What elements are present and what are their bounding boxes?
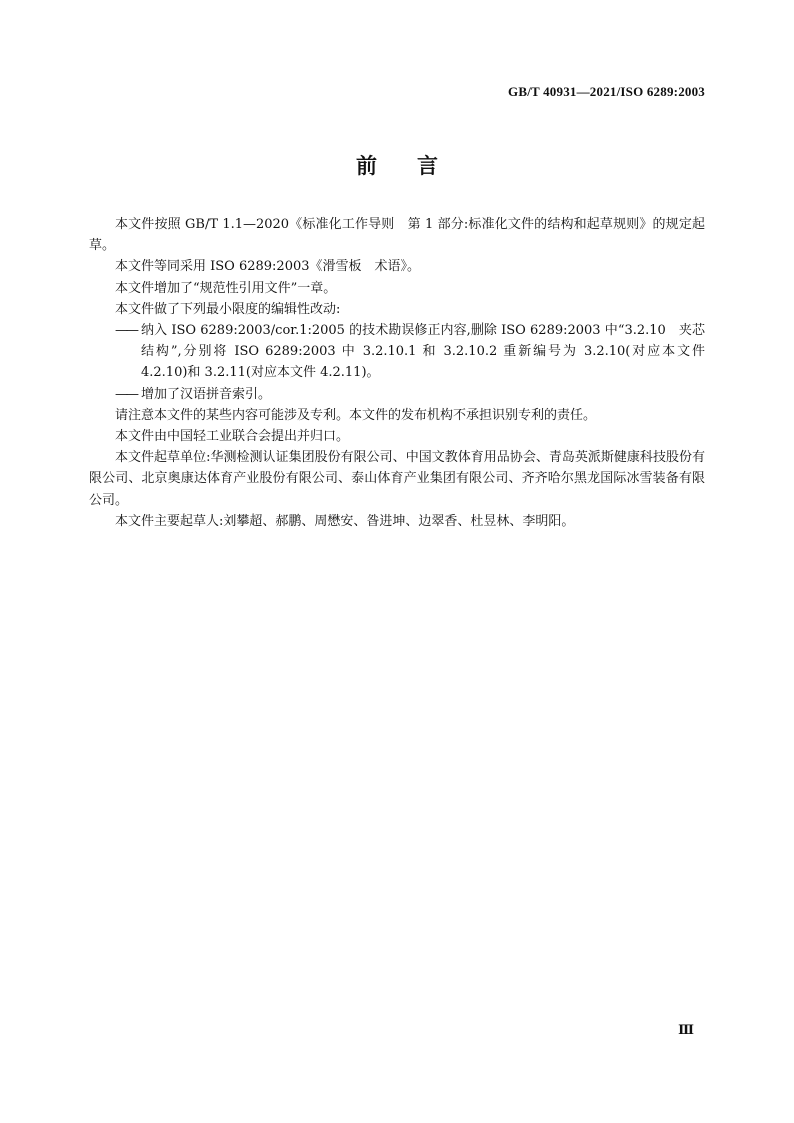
foreword-body (89, 214, 705, 532)
page-title (0, 150, 794, 180)
title-part-2: 言 (417, 154, 438, 178)
dash-marker: —— (115, 386, 137, 402)
list-item (89, 384, 705, 405)
paragraph-drafting-rules: 本文件按照 GB/T 1.1—2020《标准化工作导则 第 1 部分:标准化文件的结构和起草规则》的规定起草。 (89, 217, 705, 254)
page-number: Ⅲ (678, 1022, 694, 1037)
paragraph-editorial-changes: 本文件做了下列最小限度的编辑性改动: (115, 301, 341, 317)
paragraph-adoption: 本文件等同采用 ISO 6289:2003《滑雪板 术语》。 (115, 259, 421, 275)
paragraph-drafting-units: 本文件起草单位:华测检测认证集团股份有限公司、中国文教体育用品协会、青岛英派斯健康科技股份有限公司、北京奥康达体育产业股份有限公司、泰山体育产业集团有限公司、齐齐哈尔黑龙国际冰雪装备有限公司。 (89, 450, 705, 508)
list-item-text: 增加了汉语拼音索引。 (141, 386, 272, 402)
dash-marker: —— (115, 323, 137, 339)
list-item-text: 纳入 ISO 6289:2003/cor.1:2005 的技术勘误修正内容,删除 ISO 6289:2003 中“3.2.10 夹芯结构”,分别将 ISO 6289:2003 中 3.2.10.1 和 3.2.10.2 重新编号为 3.2.10(对应本文件 4.2.10)和 3.2.11(对应本文件 4.2.11)。 (141, 323, 705, 381)
list-item (89, 320, 705, 384)
paragraph-proposer: 本文件由中国轻工业联合会提出并归口。 (115, 429, 350, 445)
paragraph-added-chapter: 本文件增加了“规范性引用文件”一章。 (115, 280, 337, 296)
title-part-1: 前 (356, 154, 377, 178)
standard-code-header: GB/T 40931—2021/ISO 6289:2003 (508, 84, 705, 99)
paragraph-patent-notice: 请注意本文件的某些内容可能涉及专利。本文件的发布机构不承担识别专利的责任。 (115, 407, 597, 423)
paragraph-drafters: 本文件主要起草人:刘攀超、郝鹏、周懋安、昝进坤、边翠香、杜昱林、李明阳。 (115, 513, 575, 529)
